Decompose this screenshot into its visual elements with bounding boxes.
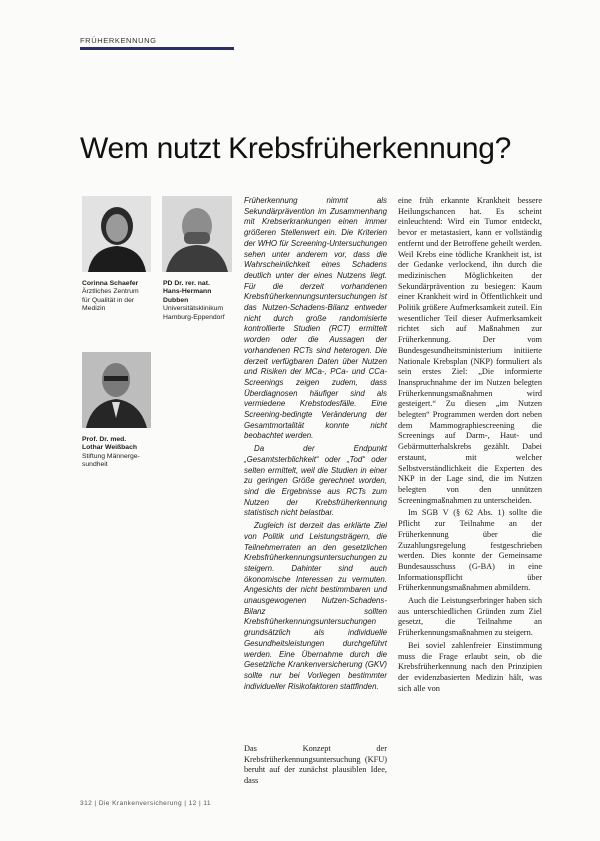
body-column-right: [398, 196, 542, 694]
body-paragraph: Im SGB V (§ 62 Abs. 1) sollte die Pflicht zur Teilnahme an der Früherkennung über die Zuzahlungsregelung festgeschrieben werden. Dies konnte der Gemeinsame Bundesausschuss (G-BA) in eine Informationspflicht über Früherkennungsmaßnahmen abmildern.: [398, 508, 542, 593]
author-name: Prof. Dr. med.: [82, 436, 127, 443]
page-title: Wem nutzt Krebsfrüherkennung?: [80, 132, 511, 166]
section-rule: [80, 47, 234, 50]
page-footer: 312 | Die Krankenversicherung | 12 | 11: [80, 800, 211, 807]
body-paragraph: Das Konzept der Krebsfrüherkennungsuntersuchung (KFU) beruht auf der zunächst plausiblen Idee, dass: [244, 744, 387, 786]
author-photo-schaefer: [82, 196, 151, 272]
author-caption-weissbach: [82, 436, 158, 470]
author-affiliation: für Qualität in der: [82, 296, 135, 304]
author-photo-dubben: [162, 196, 232, 272]
author-name: PD Dr. rer. nat.: [163, 280, 210, 287]
body-paragraph: Auch die Leistungserbringer haben sich aus unterschiedlichen Gründen zum Ziel gesetzt, die Teilnahme an Früherkennungsmaßnahmen zu steigern.: [398, 596, 542, 638]
abstract-column: [244, 196, 387, 692]
abstract-paragraph: Da der Endpunkt „Gesamtsterblichkeit“ oder „Tod“ oder selten ermittelt, weil die Studien in einer zu geringen Größe gerechnet worden, sind die Ergebnisse aus RCTs zum Nutzen der Krebsfrüherkennung statistisch nicht belastbar.: [244, 444, 387, 518]
author-affiliation: sundheit: [82, 461, 108, 469]
author-caption-dubben: [163, 280, 237, 322]
section-label: FRÜHERKENNUNG: [80, 36, 157, 45]
author-name: Lothar Weißbach: [82, 444, 138, 452]
author-affiliation: Stiftung Männerge-: [82, 452, 140, 460]
body-paragraph: eine früh erkannte Krankheit bessere Heilungschancen hat. Es scheint einleuchtend: Wird ein Tumor entdeckt, bevor er metastasiert, kann er vollständig entfernt und der Betroffene geheilt werden. Weil Krebs eine tödliche Krankheit ist, ist der Gedanke verlockend, ihn durch die medizinischen Möglichkeiten der Sekundärprävention zu besiegen: Kaum einer Krankheit wird in Öffentlichkeit und Politik größere Aufmerksamkeit zuteil. Ein wesentlicher Teil dieser Aufmerksamkeit richtet sich auf Maßnahmen zur Früherkennung. Der vom Bundesgesundheitsministerium initiierte Nationale Krebsplan (NKP) formuliert als sein erstes Ziel: „Die informierte Inanspruchnahme der im Nutzen belegten Früherkennungsmaßnahmen wird gesteigert.“ Zu diesen „im Nutzen belegten“ Programmen werden dort neben dem Mammographiescreening die Screenings auf Darm-, Haut- und Gebärmutterhalskrebs gezählt. Dabei erstaunt, mit welcher Selbstverständlichkeit die Experten des NKP in der Lage sind, die im Nutzen belegten von den unnützen Screeningmaßnahmen zu unterscheiden.: [398, 196, 542, 505]
body-paragraph: Bei soviel zahlenfreier Einstimmung muss die Frage erlaubt sein, ob die Krebsfrüherkennung nach den Prinzipien der evidenzbasierten Medizin hält, was sich alle von: [398, 640, 542, 693]
author-name: Hans-Hermann: [163, 288, 212, 296]
author-affiliation: Ärztliches Zentrum: [82, 288, 139, 296]
abstract-paragraph: Zugleich ist derzeit das erklärte Ziel von Politik und Leistungsträgern, die Teilnehmerraten an den gesetzlichen Krebsfrüherkennungsuntersuchungen zu steigern. Dahinter sind auch ökonomische Interessen zu vermuten. Angesichts der nicht bestimmbaren und unausgewogenen Nutzen-Schadens-Bilanz sollten Krebsfrüherkennungsuntersuchungen grundsätzlich als individuelle Gesundheitsleistungen durchgeführt werden. Eine Übernahme durch die Gesetzliche Krankenversicherung (GKV) sollte nur bei Vorliegen bestimmter individueller Risikofaktoren stattfinden.: [244, 521, 387, 691]
body-column-start: [244, 744, 387, 787]
author-affiliation: Hamburg-Eppendorf: [163, 313, 225, 321]
author-affiliation: Medizin: [82, 305, 106, 313]
author-affiliation: Universitätsklinikum: [163, 305, 224, 313]
author-name: Dubben: [163, 296, 189, 304]
abstract-paragraph: Früherkennung nimmt als Sekundärprävention im Zusammenhang mit Krebserkrankungen einen immer größeren Stellenwert ein. Die Kriterien der WHO für Screening-Untersuchungen sehen unter anderem vor, dass die Wahrscheinlichkeit eines Schadens deutlich unter der eines Nutzens liegt. Für die derzeit vorhandenen Krebsfrüherkennungsuntersuchungen ist das Nutzen-Schadens-Bilanz entweder nicht durch große randomisierte kontrollierte Studien (RCT) ermittelt worden oder die Aussagen der vorhandenen RCTs sind heterogen. Die derzeit verfügbaren Daten über Nutzen und Risiken der MCa-, PCa- und CCa-Screenings zeigen zudem, dass Überdiagnosen häufiger sind als vermiedene Krebstodesfälle. Eine Screening-bedingte Veränderung der Gesamtmortalität konnte nicht beobachtet werden.: [244, 196, 387, 441]
author-name: Corinna Schaefer: [82, 280, 139, 287]
author-caption-schaefer: [82, 280, 154, 314]
author-photo-weissbach: [82, 352, 151, 428]
